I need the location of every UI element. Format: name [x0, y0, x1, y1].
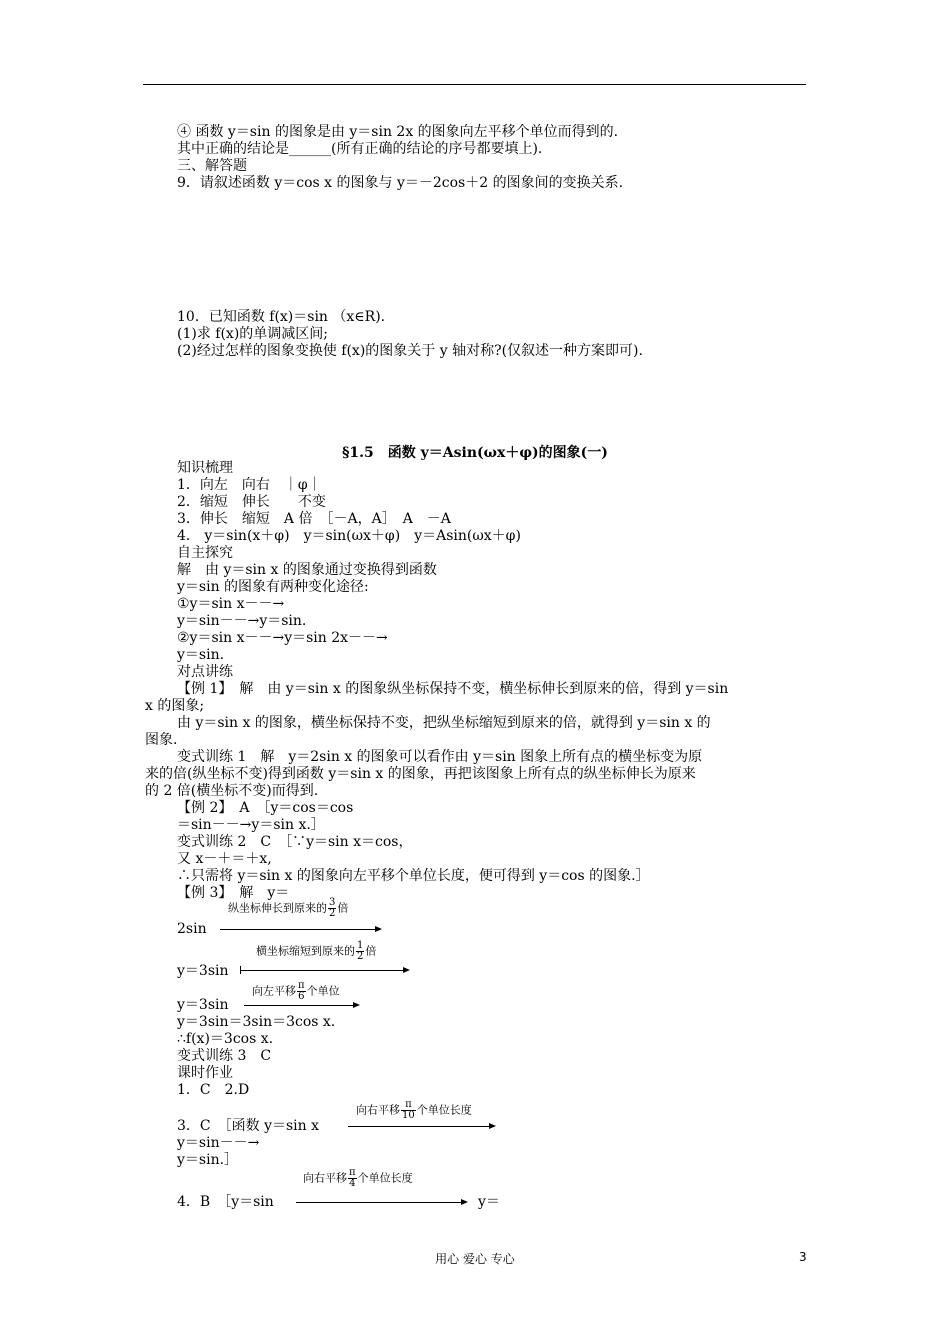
text-line: y＝sin.］ [177, 1152, 239, 1168]
text-line: 2sin [177, 921, 207, 937]
arrow-icon [220, 929, 380, 930]
arrow-label: 向左平移 $\frac{\pi}{6}$ 个单位 [252, 980, 340, 1002]
text-line: 1．向左 向右 ｜φ｜ [177, 477, 322, 493]
text-line: 2．缩短 伸长 不变 [177, 494, 326, 510]
text-line: ④ 函数 y＝sin 的图象是由 y＝sin 2x 的图象向左平移个单位而得到的. [177, 124, 619, 140]
section-title: §1.5 函数 y＝Asin(ωx＋φ)的图象(一) [342, 445, 608, 461]
arrow-icon [296, 1202, 466, 1203]
text-line: 其中正确的结论是______(所有正确的结论的序号都要填上). [177, 141, 543, 157]
text-line: 1．C 2.D [177, 1082, 250, 1098]
example-2: 【例 2】 A ［y＝cos＝cos [177, 800, 354, 816]
text-line: y＝3sin [177, 997, 229, 1013]
text-line: ②y＝sin x－－→y＝sin 2x－－→ [177, 630, 388, 646]
variation-1: 变式训练 1 解 y＝2sin x 的图象可以看作由 y＝sin 图象上所有点的横坐标变为原 [177, 749, 703, 765]
text-line: y＝sin－－→y＝sin. [177, 613, 307, 629]
variation-3: 变式训练 3 C [177, 1048, 272, 1064]
variation-2: 变式训练 2 C ［∵y＝sin x＝cos， [177, 834, 413, 850]
text-line: 三、解答题 [177, 158, 247, 174]
text-line: 3．伸长 缩短 A 倍 ［－A，A］ A －A [177, 511, 451, 527]
arrow-label: 横坐标缩短到原来的 $\frac{1}{2}$ 倍 [256, 940, 377, 962]
text-line: x 的图象; [145, 698, 205, 714]
footer-text: 用心 爱心 专心 [435, 1252, 515, 1266]
text-line: 的 2 倍(横坐标不变)而得到. [145, 783, 319, 799]
homework-4: 4．B ［y＝sin [177, 1194, 274, 1210]
homework-3: 3．C ［函数 y＝sin x [177, 1118, 320, 1134]
text-line: 图象. [145, 732, 178, 748]
text-line: 4． y＝sin(x＋φ) y＝sin(ωx＋φ) y＝Asin(ωx＋φ) [177, 528, 521, 544]
text-line: 课时作业 [177, 1065, 233, 1081]
example-3: 【例 3】 解 y＝ [177, 885, 290, 901]
arrow-icon [348, 1126, 494, 1127]
arrow-label: 向右平移 $\frac{\pi}{10}$ 个单位长度 [356, 1099, 472, 1121]
text-line: y＝ [478, 1194, 500, 1210]
text-line: y＝sin. [177, 647, 225, 663]
header-rule [143, 84, 806, 85]
arrow-icon [240, 970, 408, 971]
text-line: y＝3sin [177, 963, 229, 979]
question-10: 10．已知函数 f(x)＝sin （x∈R). [177, 309, 386, 325]
text-line: ∴f(x)＝3cos x. [177, 1031, 274, 1047]
text-line: 知识梳理 [177, 460, 233, 476]
page-number: 3 [799, 1250, 807, 1264]
text-line: y＝3sin＝3sin＝3cos x. [177, 1014, 336, 1030]
text-line: 对点讲练 [177, 664, 233, 680]
text-line: y＝sin－－→ [177, 1135, 260, 1151]
arrow-label: 向右平移 $\frac{\pi}{4}$ 个单位长度 [303, 1167, 413, 1189]
text-line: (2)经过怎样的图象变换使 f(x)的图象关于 y 轴对称?(仅叙述一种方案即可). [177, 343, 643, 359]
arrow-label: 纵坐标伸长到原来的 $\frac{3}{2}$ 倍 [228, 897, 349, 919]
text-line: (1)求 f(x)的单调减区间; [177, 326, 328, 342]
text-line: 自主探究 [177, 545, 233, 561]
text-line: ＝sin－－→y＝sin x.］ [177, 817, 325, 833]
text-line: 由 y＝sin x 的图象，横坐标保持不变，把纵坐标缩短到原来的倍，就得到 y＝sin x 的 [177, 715, 711, 731]
question-9: 9．请叙述函数 y＝cos x 的图象与 y＝－2cos＋2 的图象间的变换关系. [177, 175, 624, 191]
text-line: 又 x－＋＝＋x, [177, 851, 272, 867]
text-line: 解 由 y＝sin x 的图象通过变换得到函数 [177, 562, 437, 578]
text-line: ①y＝sin x－－→ [177, 596, 285, 612]
example-1: 【例 1】 解 由 y＝sin x 的图象纵坐标保持不变，横坐标伸长到原来的倍，得到 y＝sin [177, 681, 729, 697]
text-line: 来的倍(纵坐标不变)得到函数 y＝sin x 的图象，再把该图象上所有点的纵坐标伸长为原来 [145, 766, 696, 782]
arrow-icon [244, 1005, 358, 1006]
text-line: y＝sin 的图象有两种变化途径: [177, 579, 369, 595]
text-line: ∴只需将 y＝sin x 的图象向左平移个单位长度，便可得到 y＝cos 的图象.］ [177, 868, 650, 884]
